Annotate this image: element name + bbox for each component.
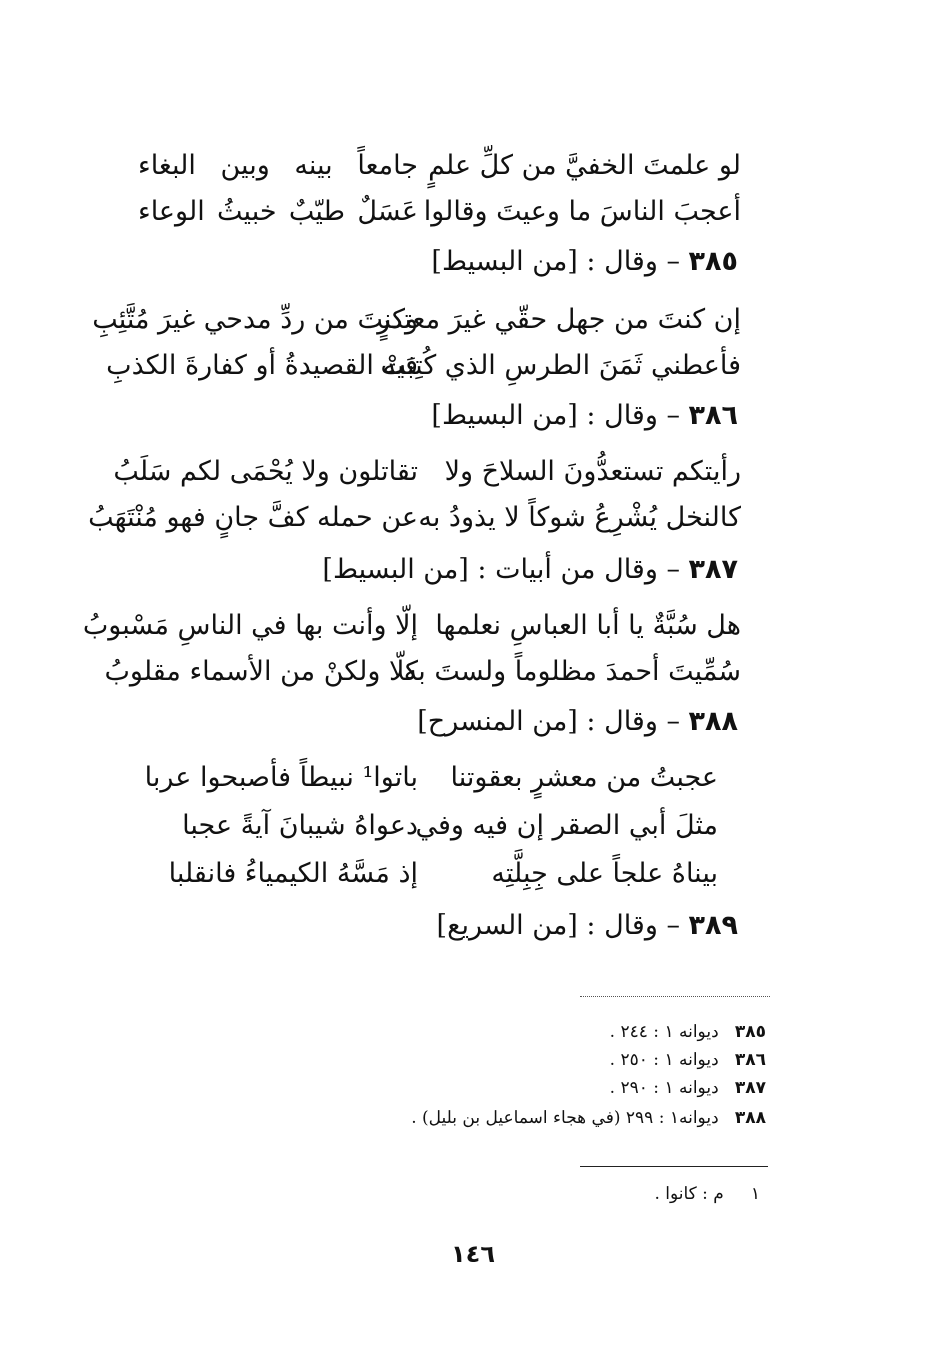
- verse-second-hemistich: فيه القصيدةُ أو كفارةَ الكذبِ: [106, 350, 418, 381]
- footnote-number: ١: [750, 1184, 760, 1204]
- poem-intro: – وقال من أبيات : [من البسيط]: [322, 554, 680, 585]
- verse-second-hemistich: عَسَلٌ طيّبٌ خبيثُ الوعاء: [138, 196, 418, 227]
- verse-first-hemistich: لو علمتَ الخفيَّ من كلِّ علمٍ: [428, 150, 741, 181]
- poem-intro: – وقال : [من البسيط]: [431, 400, 680, 431]
- poem-header: [431, 240, 738, 284]
- verse-second-hemistich: إذ مَسَّهُ الكيمياءُ فانقلبا: [168, 858, 418, 889]
- verse-second-hemistich: كلّا ولكنْ من الأسماء مقلوبُ: [104, 656, 418, 687]
- verse-first-hemistich: هل سُبَّةٌ يا أبا العباسِ نعلمها: [435, 610, 741, 641]
- poem-header: [431, 394, 738, 438]
- page-number: ١٤٦: [451, 1240, 495, 1268]
- poem-number: ٣٨٥: [688, 246, 738, 277]
- verse-second-hemistich: جامعاً بينه وبين البغاء: [138, 150, 418, 181]
- poem-header: [417, 700, 738, 744]
- verse-second-hemistich: وكنتَ من ردِّ مدحي غيرَ مُتَّئِبِ: [92, 304, 418, 335]
- footnote: [654, 1180, 760, 1208]
- verse-first-hemistich: بيناهُ علجاً على جِبِلَّتِه: [491, 858, 718, 889]
- verse-first-hemistich: أعجبَ الناسَ ما وعيتَ وقالوا: [423, 196, 741, 227]
- source-note: [610, 1018, 766, 1046]
- verse-first-hemistich: رأيتكم تستعدُّونَ السلاحَ ولا: [444, 456, 741, 487]
- verse-first-hemistich: فأعطني ثَمَنَ الطرسِ الذي كُتِبَتْ: [380, 350, 741, 381]
- note-text: ديوانه١ : ٢٩٩ (في هجاء اسماعيل بن بليل) .: [411, 1108, 719, 1128]
- verse-first-hemistich: مثلَ أبي الصقر إن فيه وفي: [415, 810, 718, 841]
- note-number: ٣٨٧: [734, 1078, 766, 1098]
- verse-first-hemistich: كالنخل يُشْرِعُ شوكاً لا يذودُ به: [418, 502, 741, 533]
- poem-intro: – وقال : [من البسيط]: [431, 246, 680, 277]
- poem-number: ٣٨٨: [688, 706, 738, 737]
- poem-intro: – وقال : [من السريع]: [436, 910, 680, 941]
- source-note: [610, 1046, 766, 1074]
- note-text: ديوانه ١ : ٢٤٤ .: [609, 1022, 719, 1042]
- note-number: ٣٨٨: [734, 1108, 766, 1128]
- poem-intro: – وقال : [من المنسرح]: [417, 706, 680, 737]
- verse-second-hemistich: باتوا¹ نبيطاً فأصبحوا عربا: [144, 762, 418, 793]
- note-text: ديوانه ١ : ٢٩٠ .: [609, 1078, 719, 1098]
- poem-number: ٣٨٦: [688, 400, 738, 431]
- verse-second-hemistich: دعواهُ شيبانَ آيةً عجبا: [182, 810, 418, 841]
- verse-second-hemistich: تقاتلون ولا يُحْمَى لكم سَلَبُ: [113, 456, 418, 487]
- verse-second-hemistich: عن حمله كفَّ جانٍ فهو مُنْتَهَبُ: [88, 502, 418, 533]
- note-text: ديوانه ١ : ٢٥٠ .: [609, 1050, 719, 1070]
- poem-header: [437, 904, 738, 948]
- source-note: [610, 1074, 766, 1102]
- note-number: ٣٨٥: [734, 1022, 766, 1042]
- footnote-text: م : كانوا .: [654, 1184, 724, 1204]
- verse-second-hemistich: إلّا وأنت بها في الناسِ مَسْبوبُ: [82, 610, 418, 641]
- footnote-separator: [580, 1166, 768, 1167]
- note-number: ٣٨٦: [734, 1050, 766, 1070]
- poem-header: [322, 548, 738, 592]
- verse-first-hemistich: إن كنتَ من جهل حقّي غيرَ معتذرٍ: [377, 304, 741, 335]
- poem-number: ٣٨٩: [688, 910, 738, 941]
- poem-number: ٣٨٧: [688, 554, 738, 585]
- verse-first-hemistich: سُمِّيتَ أحمدَ مظلوماً ولستَ به: [403, 656, 741, 687]
- verse-first-hemistich: عجبتُ من معشرٍ بعقوتنا: [450, 762, 718, 793]
- source-note: [411, 1104, 766, 1132]
- notes-separator: [580, 996, 770, 997]
